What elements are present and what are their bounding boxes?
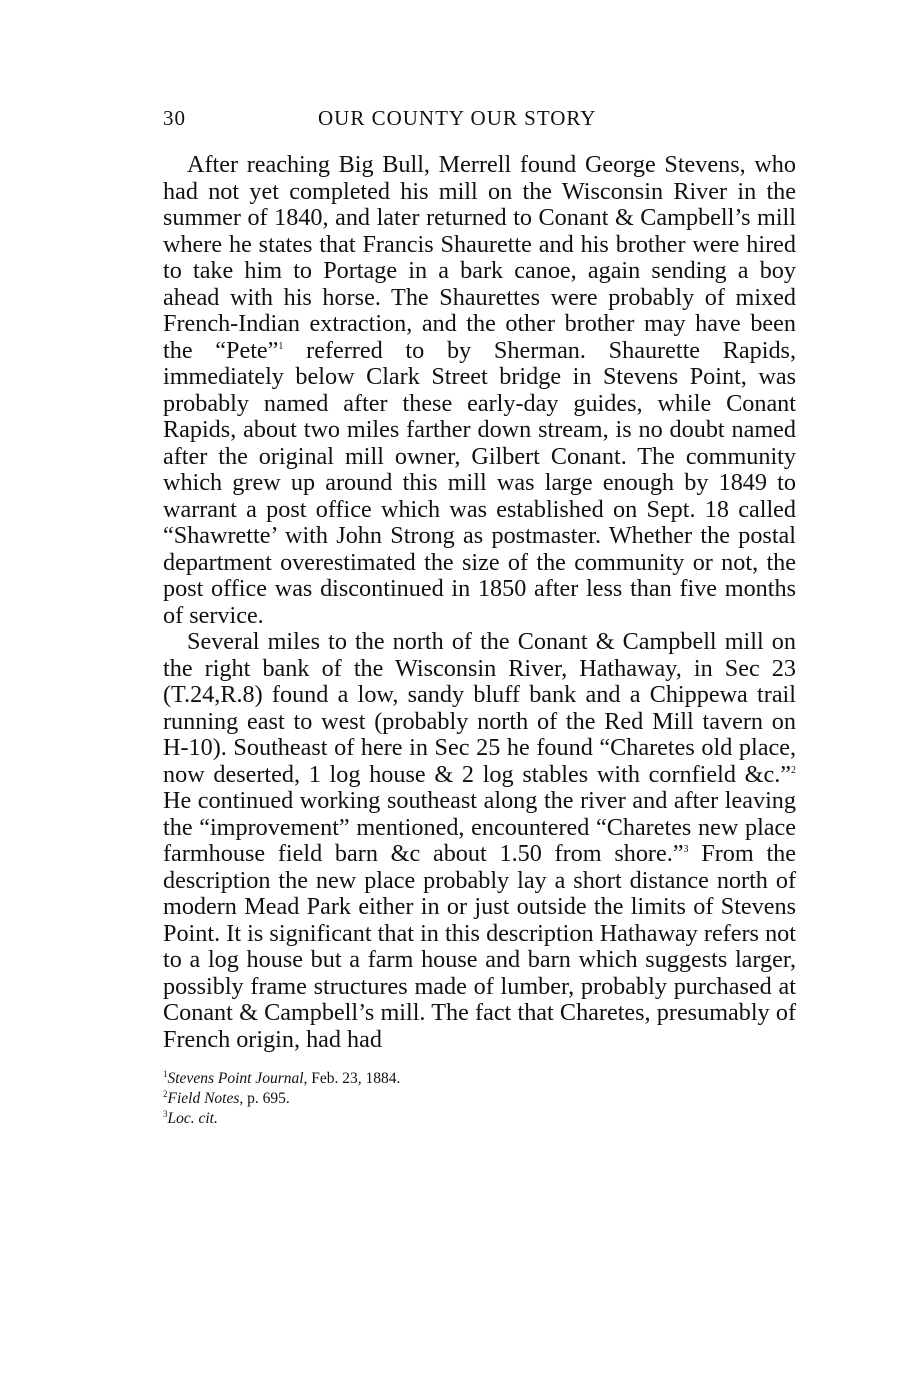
footnote-2 bbox=[163, 1089, 796, 1109]
paragraph-1-text-a: After reaching Big Bull, Merrell found George Stevens, who had not yet completed his mill on the Wisconsin River in the summer of 1840, and later returned to Conant & Campbell’s mill where he states that Francis Shaurette and his brother were hired to take him to Portage in a bark canoe, again sending a boy ahead with his horse. The Shaurettes were probably of mixed French-Indian extraction, and the other brother may have been the “Pete” bbox=[163, 151, 796, 364]
footnote-marker-1: 1 bbox=[163, 1068, 168, 1079]
footnote-1 bbox=[163, 1069, 796, 1089]
footnote-2-title: Field Notes, bbox=[167, 1090, 244, 1107]
paragraph-2-text-a: Several miles to the north of the Conant & Campbell mill on the right bank of the Wisconsin River, Hathaway, in Sec 23 (T.24,R.8) found a low, sandy bluff bank and a Chippewa trail running east to west (probably north of the Red Mill tavern on H-10). Southeast of here in Sec 25 he found “Charetes old place, now deserted, 1 log house & 2 log stables with cornfield &c.” bbox=[163, 628, 796, 788]
footnote-1-rest: Feb. 23, 1884. bbox=[307, 1070, 401, 1087]
footnote-marker-2: 2 bbox=[163, 1088, 168, 1099]
paragraph-2-text-b: He continued working southeast along the river and after leaving the “improvement” mentioned, encountered “Charetes new place farmhouse field barn &c about 1.50 from shore.” bbox=[163, 787, 796, 867]
paragraph-1-text-b: referred to by Sherman. Shaurette Rapids, immediately below Clark Street bridge in Stevens Point, was probably named after these early-day guides, while Conant Rapids, about two miles farther down stream, is no doubt named after the original mill owner, Gilbert Conant. The community which grew up around this mill was large enough by 1849 to warrant a post office which was established on Sept. 18 called “Shawrette’ with John Strong as postmaster. Whether the postal department overestimated the size of the community or not, the post office was discontinued in 1850 after less than five months of service. bbox=[163, 336, 797, 629]
footnote-ref-1: 1 bbox=[278, 340, 284, 352]
body-text bbox=[163, 152, 796, 1053]
book-page bbox=[163, 100, 796, 1129]
footnote-1-title: Stevens Point Journal, bbox=[167, 1070, 308, 1087]
paragraph-2-text-c: From the description the new place probably lay a short distance north of modern Mead Park either in or just outside the limits of Stevens Point. It is significant that in this description Hathaway refers not to a log house but a farm house and barn which suggests larger, possibly frame structures made of lumber, probably purchased at Conant & Campbell’s mill. The fact that Charetes, presumably of French origin, had had bbox=[163, 840, 796, 1053]
paragraph-2 bbox=[163, 629, 796, 1053]
page-number: 30 bbox=[163, 106, 186, 130]
page-header bbox=[163, 100, 796, 136]
footnotes bbox=[163, 1069, 796, 1129]
footnote-3-title: Loc. cit. bbox=[167, 1110, 218, 1127]
paragraph-1 bbox=[163, 152, 796, 629]
footnote-2-rest: p. 695. bbox=[243, 1090, 290, 1107]
footnote-3 bbox=[163, 1109, 796, 1129]
footnote-ref-3: 3 bbox=[683, 843, 689, 855]
footnote-marker-3: 3 bbox=[163, 1108, 168, 1119]
running-head: OUR COUNTY OUR STORY bbox=[318, 106, 597, 130]
footnote-ref-2: 2 bbox=[791, 764, 796, 776]
